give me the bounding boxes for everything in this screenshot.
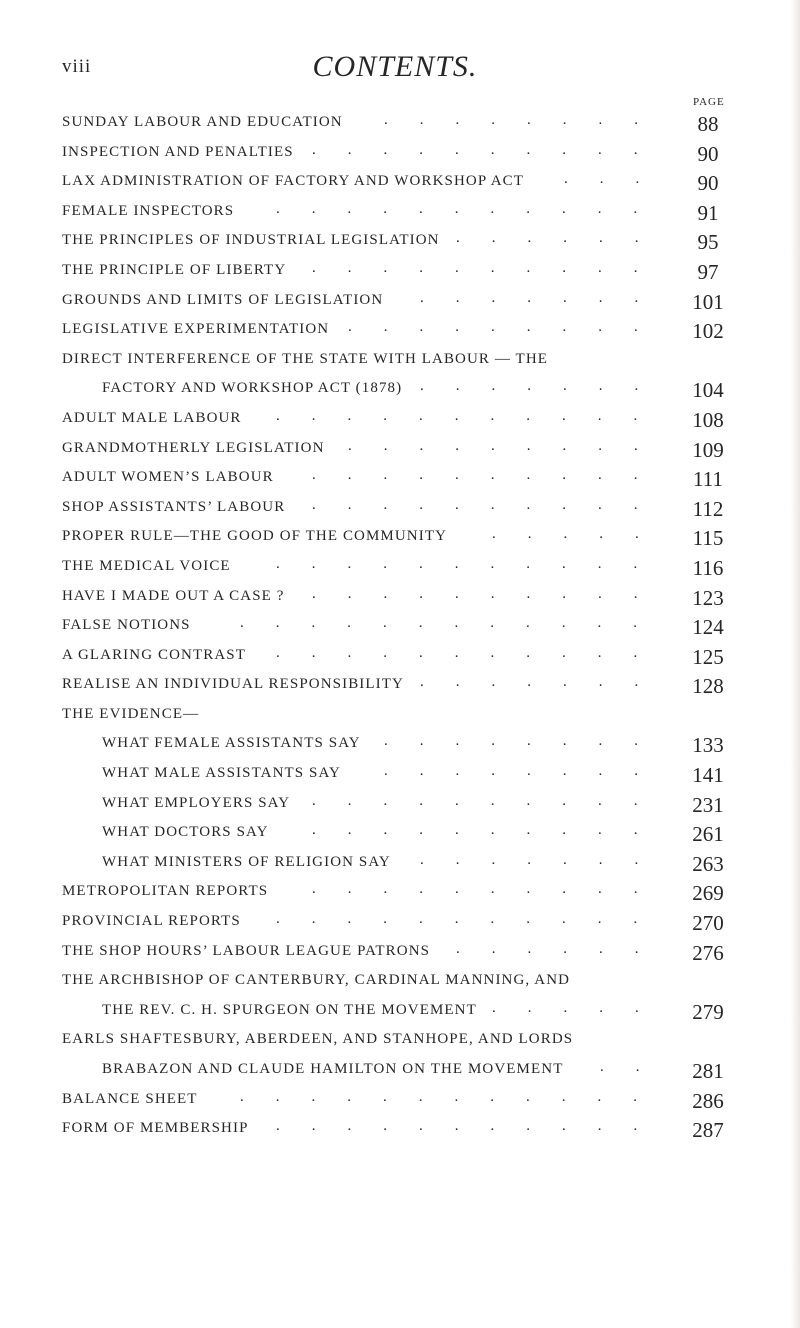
dot-leader: ..........: [312, 467, 670, 484]
toc-entry-title: FEMALE INSPECTORS: [62, 202, 235, 219]
toc-entry: [0, 911, 800, 941]
toc-entry-title: ADULT MALE LABOUR: [62, 409, 242, 426]
toc-entry: [0, 526, 800, 556]
toc-entry: [0, 408, 800, 438]
toc-entry-title: REALISE AN INDIVIDUAL RESPONSIBILITY: [62, 676, 404, 693]
toc-entry-page: 231: [692, 792, 724, 817]
dot-leader: .......: [420, 674, 671, 691]
toc-entry-title: THE REV. C. H. SPURGEON ON THE MOVEMENT: [102, 1001, 477, 1018]
toc-entry-title: DIRECT INTERFERENCE OF THE STATE WITH LABOUR — THE: [62, 350, 549, 367]
toc-entry-page: 263: [692, 851, 724, 876]
dot-leader: ............: [240, 615, 669, 632]
toc-entry-page: 97: [697, 259, 719, 284]
toc-entry: [0, 615, 800, 645]
toc-entry: [0, 586, 800, 616]
toc-entry-title: ADULT WOMEN’S LABOUR: [62, 469, 274, 486]
toc-entry-page: 276: [692, 940, 724, 965]
dot-leader: ......: [456, 940, 671, 957]
toc-entry-title: INSPECTION AND PENALTIES: [62, 143, 294, 160]
toc-entry-page: 90: [697, 171, 719, 196]
toc-entry: [0, 438, 800, 468]
toc-entry-title: THE PRINCIPLES OF INDUSTRIAL LEGISLATION: [62, 232, 440, 249]
toc-entry-page: 286: [692, 1088, 724, 1113]
dot-leader: .........: [348, 437, 670, 454]
toc-entry: [0, 112, 800, 142]
dot-leader: .......: [420, 378, 671, 395]
toc-entry-title: PROVINCIAL REPORTS: [62, 913, 241, 930]
dot-leader: ..........: [312, 881, 670, 898]
toc-entry-page: 287: [692, 1118, 724, 1143]
dot-leader: ..........: [312, 496, 670, 513]
toc-entry: [0, 793, 800, 823]
dot-leader: ...........: [276, 1118, 670, 1135]
toc-entry-title: BALANCE SHEET: [62, 1090, 198, 1107]
dot-leader: .......: [420, 289, 671, 306]
dot-leader: .......: [420, 851, 671, 868]
toc-entry-title: BRABAZON AND CLAUDE HAMILTON ON THE MOVEMENT: [102, 1061, 564, 1077]
dot-leader: ........: [384, 763, 670, 780]
toc-entry-title: THE PRINCIPLE OF LIBERTY: [62, 261, 287, 278]
toc-entry-title: SHOP ASSISTANTS’ LABOUR: [62, 498, 286, 515]
toc-entry-page: 95: [697, 230, 719, 255]
toc-entry: [0, 733, 800, 763]
toc-entry: [0, 319, 800, 349]
dot-leader: ........: [384, 112, 670, 128]
toc-entry-title: A GLARING CONTRAST: [62, 646, 246, 663]
toc-entry-page: 261: [692, 822, 724, 847]
toc-entry-page: 109: [692, 437, 724, 462]
toc-entry: [0, 941, 800, 971]
toc-entry-title: HAVE I MADE OUT A CASE ?: [62, 587, 285, 604]
toc-entry: [0, 497, 800, 527]
toc-entry-title: LEGISLATIVE EXPERIMENTATION: [62, 321, 330, 338]
toc-entry-page: 101: [692, 289, 724, 314]
toc-entry-title: WHAT MALE ASSISTANTS SAY: [102, 765, 341, 782]
toc-entry: [0, 230, 800, 260]
toc-entry-title: FACTORY AND WORKSHOP ACT (1878): [102, 380, 403, 397]
dot-leader: ...........: [276, 555, 670, 572]
toc-entry: [0, 378, 800, 408]
toc-entry-title: SUNDAY LABOUR AND EDUCATION: [62, 114, 343, 130]
toc-entry-title: METROPOLITAN REPORTS: [62, 883, 269, 900]
dot-leader: .....: [492, 999, 671, 1016]
toc-entry-title: WHAT EMPLOYERS SAY: [102, 794, 291, 811]
toc-entry: [0, 1118, 800, 1148]
toc-entry: [0, 1000, 800, 1030]
page-column-label: PAGE: [693, 96, 725, 108]
toc-entry: [0, 852, 800, 882]
dot-leader: ...........: [276, 911, 670, 928]
dot-leader: ...........: [276, 200, 670, 217]
dot-leader: ..........: [312, 259, 670, 276]
toc-entry-title: THE SHOP HOURS’ LABOUR LEAGUE PATRONS: [62, 942, 431, 959]
dot-leader: ...........: [276, 644, 670, 661]
dot-leader: ..........: [312, 141, 670, 158]
toc-entry-page: 112: [692, 496, 724, 521]
toc-entry: [0, 822, 800, 852]
toc-entry-page: 88: [697, 112, 719, 136]
dot-leader: ..........: [312, 822, 670, 839]
toc-entry: [0, 201, 800, 231]
toc-entry-page: 124: [692, 615, 724, 640]
toc-entry: [0, 349, 800, 379]
toc-entry-page: 141: [692, 763, 724, 788]
toc-entry-page: 279: [692, 999, 724, 1024]
toc-entry: [0, 1059, 800, 1089]
dot-leader: ............: [240, 1088, 669, 1105]
page-edge-shadow: [790, 0, 800, 1328]
toc-entry: [0, 881, 800, 911]
toc-entry-page: 104: [692, 378, 724, 403]
toc-entry: [0, 171, 800, 201]
dot-leader: ........: [384, 733, 670, 750]
page-title-text: CONTENTS.: [312, 50, 478, 83]
toc-entry-page: 116: [692, 555, 724, 580]
toc-entry: [0, 142, 800, 172]
toc-entry: [0, 970, 800, 1000]
toc-entry-title: FALSE NOTIONS: [62, 617, 191, 634]
toc-entry: [0, 674, 800, 704]
page-title: [0, 50, 800, 84]
toc-entry: [0, 1089, 800, 1119]
dot-leader: ...........: [276, 407, 670, 424]
toc-entry-title: THE MEDICAL VOICE: [62, 557, 231, 574]
toc-entry-page: 115: [692, 526, 724, 551]
toc-entry-title: WHAT DOCTORS SAY: [102, 824, 269, 841]
toc-entry-title: GROUNDS AND LIMITS OF LEGISLATION: [62, 291, 384, 308]
dot-leader: ..: [600, 1059, 672, 1075]
dot-leader: ..........: [312, 792, 670, 809]
toc-entry-page: 108: [692, 407, 724, 432]
dot-leader: ......: [456, 230, 671, 247]
toc-entry: [0, 467, 800, 497]
dot-leader: .........: [348, 319, 670, 336]
toc-entry-title: LAX ADMINISTRATION OF FACTORY AND WORKSHOP ACT: [62, 173, 525, 190]
toc-entry-page: 102: [692, 319, 724, 344]
page-number: viii: [62, 56, 92, 77]
toc-entry: [0, 763, 800, 793]
dot-leader: ..........: [312, 585, 670, 602]
toc-entry-title: GRANDMOTHERLY LEGISLATION: [62, 439, 325, 456]
toc-entry-page: 281: [692, 1059, 724, 1083]
toc-entry-title: FORM OF MEMBERSHIP: [62, 1120, 249, 1137]
toc-entry: [0, 704, 800, 734]
dot-leader: ...: [564, 171, 672, 188]
toc-entry-title: THE EVIDENCE—: [62, 705, 200, 722]
toc-entry-title: THE ARCHBISHOP OF CANTERBURY, CARDINAL MANNING, AND: [62, 972, 571, 989]
dot-leader: .....: [492, 526, 671, 543]
toc-entry: [0, 556, 800, 586]
toc-entry-page: 125: [692, 644, 724, 669]
toc-entry-page: 128: [692, 674, 724, 699]
toc-entry-page: 270: [692, 911, 724, 936]
toc-entry: [0, 290, 800, 320]
toc-entry-title: EARLS SHAFTESBURY, ABERDEEN, AND STANHOPE, AND LORDS: [62, 1031, 574, 1048]
toc-entry: [0, 645, 800, 675]
toc-entry-page: 269: [692, 881, 724, 906]
toc-entry: [0, 1029, 800, 1059]
table-of-contents: [0, 112, 800, 1148]
toc-entry-title: WHAT MINISTERS OF RELIGION SAY: [102, 853, 391, 870]
toc-entry-page: 111: [693, 467, 723, 492]
toc-entry-page: 123: [692, 585, 724, 610]
toc-entry-page: 90: [697, 141, 719, 166]
toc-entry-page: 133: [692, 733, 724, 758]
toc-entry-page: 91: [697, 200, 719, 225]
toc-entry: [0, 260, 800, 290]
toc-entry-title: WHAT FEMALE ASSISTANTS SAY: [102, 735, 361, 752]
toc-entry-title: PROPER RULE—THE GOOD OF THE COMMUNITY: [62, 528, 448, 545]
